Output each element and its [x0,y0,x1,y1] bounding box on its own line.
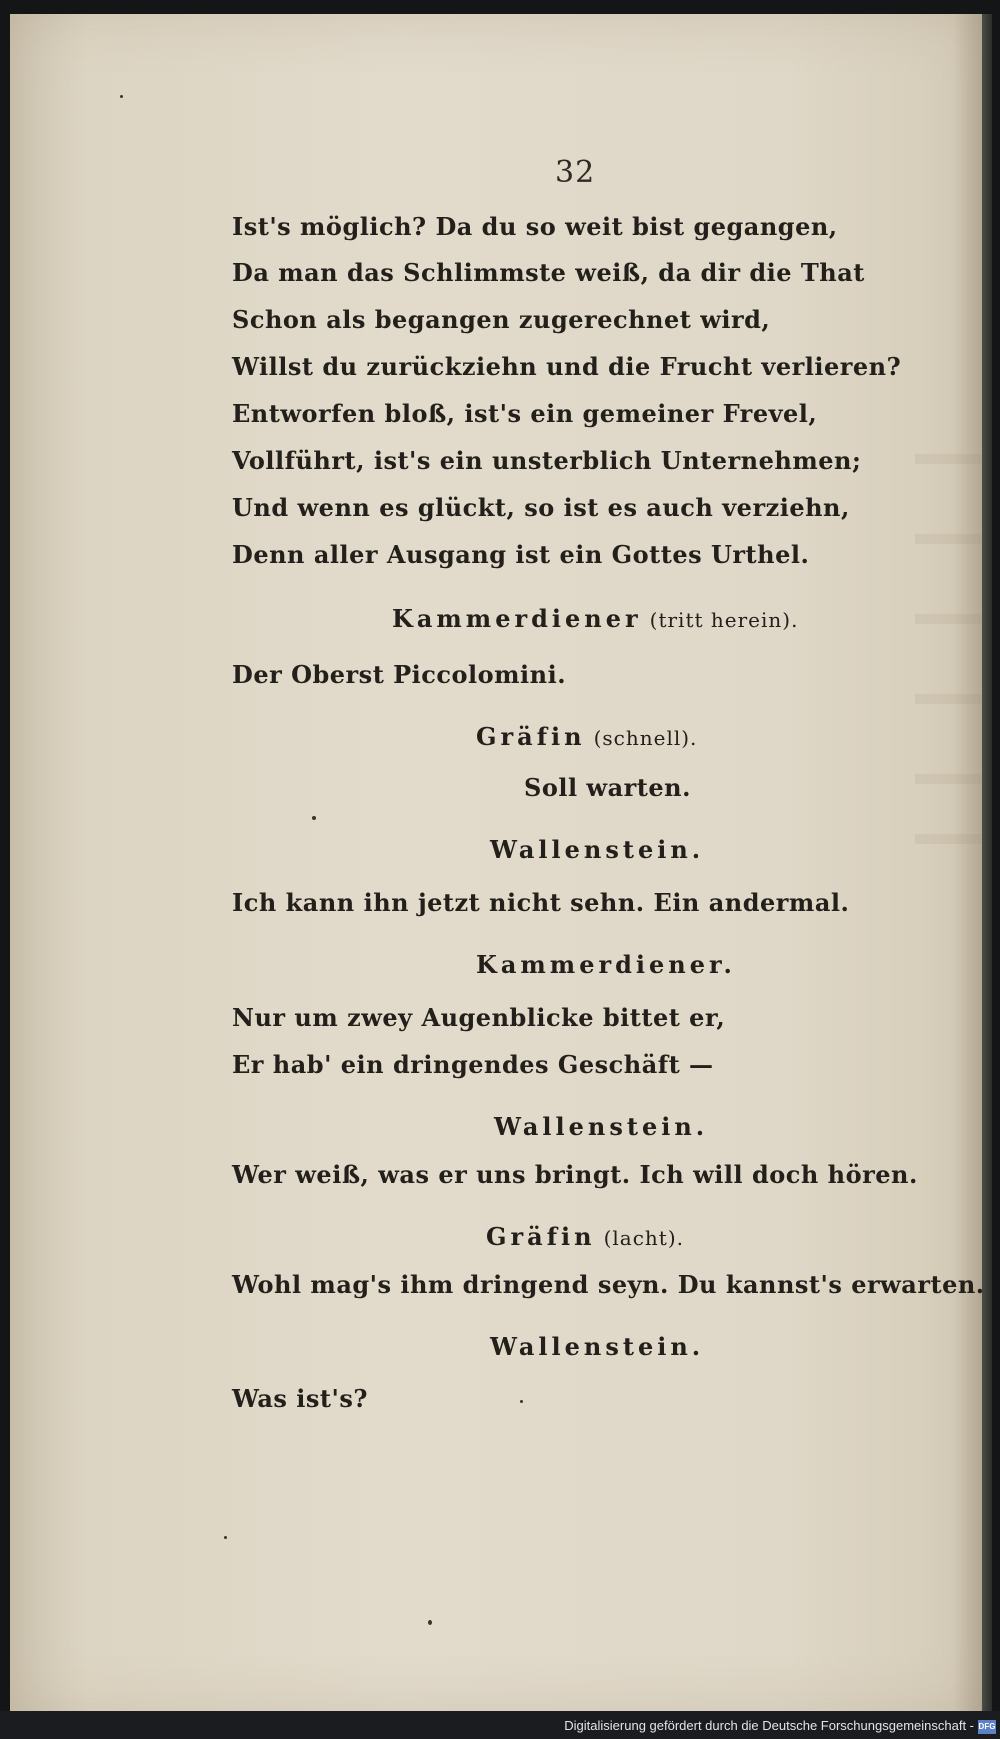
funding-credit: Digitalisierung gefördert durch die Deutsche Forschungsgemeinschaft - [564,1718,974,1733]
speaker-heading [486,1222,684,1251]
bleed-through-mark [915,614,985,624]
verse-line: Soll warten. [524,773,691,802]
stage-direction: (lacht). [603,1226,684,1250]
verse-line: Wohl mag's ihm dringend seyn. Du kannst's erwarten. [232,1270,985,1299]
speaker-heading [392,604,798,633]
paper-speck [224,1536,227,1539]
verse-line: Der Oberst Piccolomini. [232,660,567,689]
verse-line: Da man das Schlimmste weiß, da dir die That [232,258,865,287]
paper-speck [312,816,316,820]
verse-line: Nur um zwey Augenblicke bittet er, [232,1003,726,1032]
speaker-name: Kammerdiener [392,604,642,633]
speaker-heading: Wallenstein. [490,835,705,864]
speaker-heading: Wallenstein. [490,1332,705,1361]
speaker-heading [476,722,697,751]
speaker-name: Gräfin [486,1222,596,1251]
page-number: 32 [555,155,596,190]
verse-line: Wer weiß, was er uns bringt. Ich will doch hören. [232,1160,918,1189]
paper-speck [428,1620,432,1625]
verse-line: Er hab' ein dringendes Geschäft — [232,1050,714,1079]
verse-line: Schon als begangen zugerechnet wird, [232,305,771,334]
speaker-name: Gräfin [476,722,586,751]
verse-line: Entworfen bloß, ist's ein gemeiner Frevel, [232,399,818,428]
paper-speck [520,1400,523,1403]
verse-line: Ich kann ihn jetzt nicht sehn. Ein andermal. [232,888,850,917]
bleed-through-mark [915,834,985,844]
stage-direction: (tritt herein). [649,608,799,632]
digitization-footer [0,1711,1000,1739]
verse-line: Denn aller Ausgang ist ein Gottes Urthel. [232,540,810,569]
bleed-through-mark [915,774,985,784]
verse-line: Und wenn es glückt, so ist es auch verziehn, [232,493,850,522]
bleed-through-mark [915,454,985,464]
verse-line: Willst du zurückziehn und die Frucht verlieren? [232,352,902,381]
verse-line: Ist's möglich? Da du so weit bist gegangen, [232,212,838,241]
paper-speck [120,95,123,98]
bleed-through-mark [915,534,985,544]
bleed-through-mark [915,694,985,704]
stage-direction: (schnell). [593,726,698,750]
book-spine-edge [982,14,992,1714]
speaker-heading: Kammerdiener. [476,950,736,979]
verse-line: Was ist's? [232,1384,368,1413]
verse-line: Vollführt, ist's ein unsterblich Unternehmen; [232,446,862,475]
speaker-heading: Wallenstein. [494,1112,709,1141]
dfg-logo-icon: DFG [978,1720,996,1734]
